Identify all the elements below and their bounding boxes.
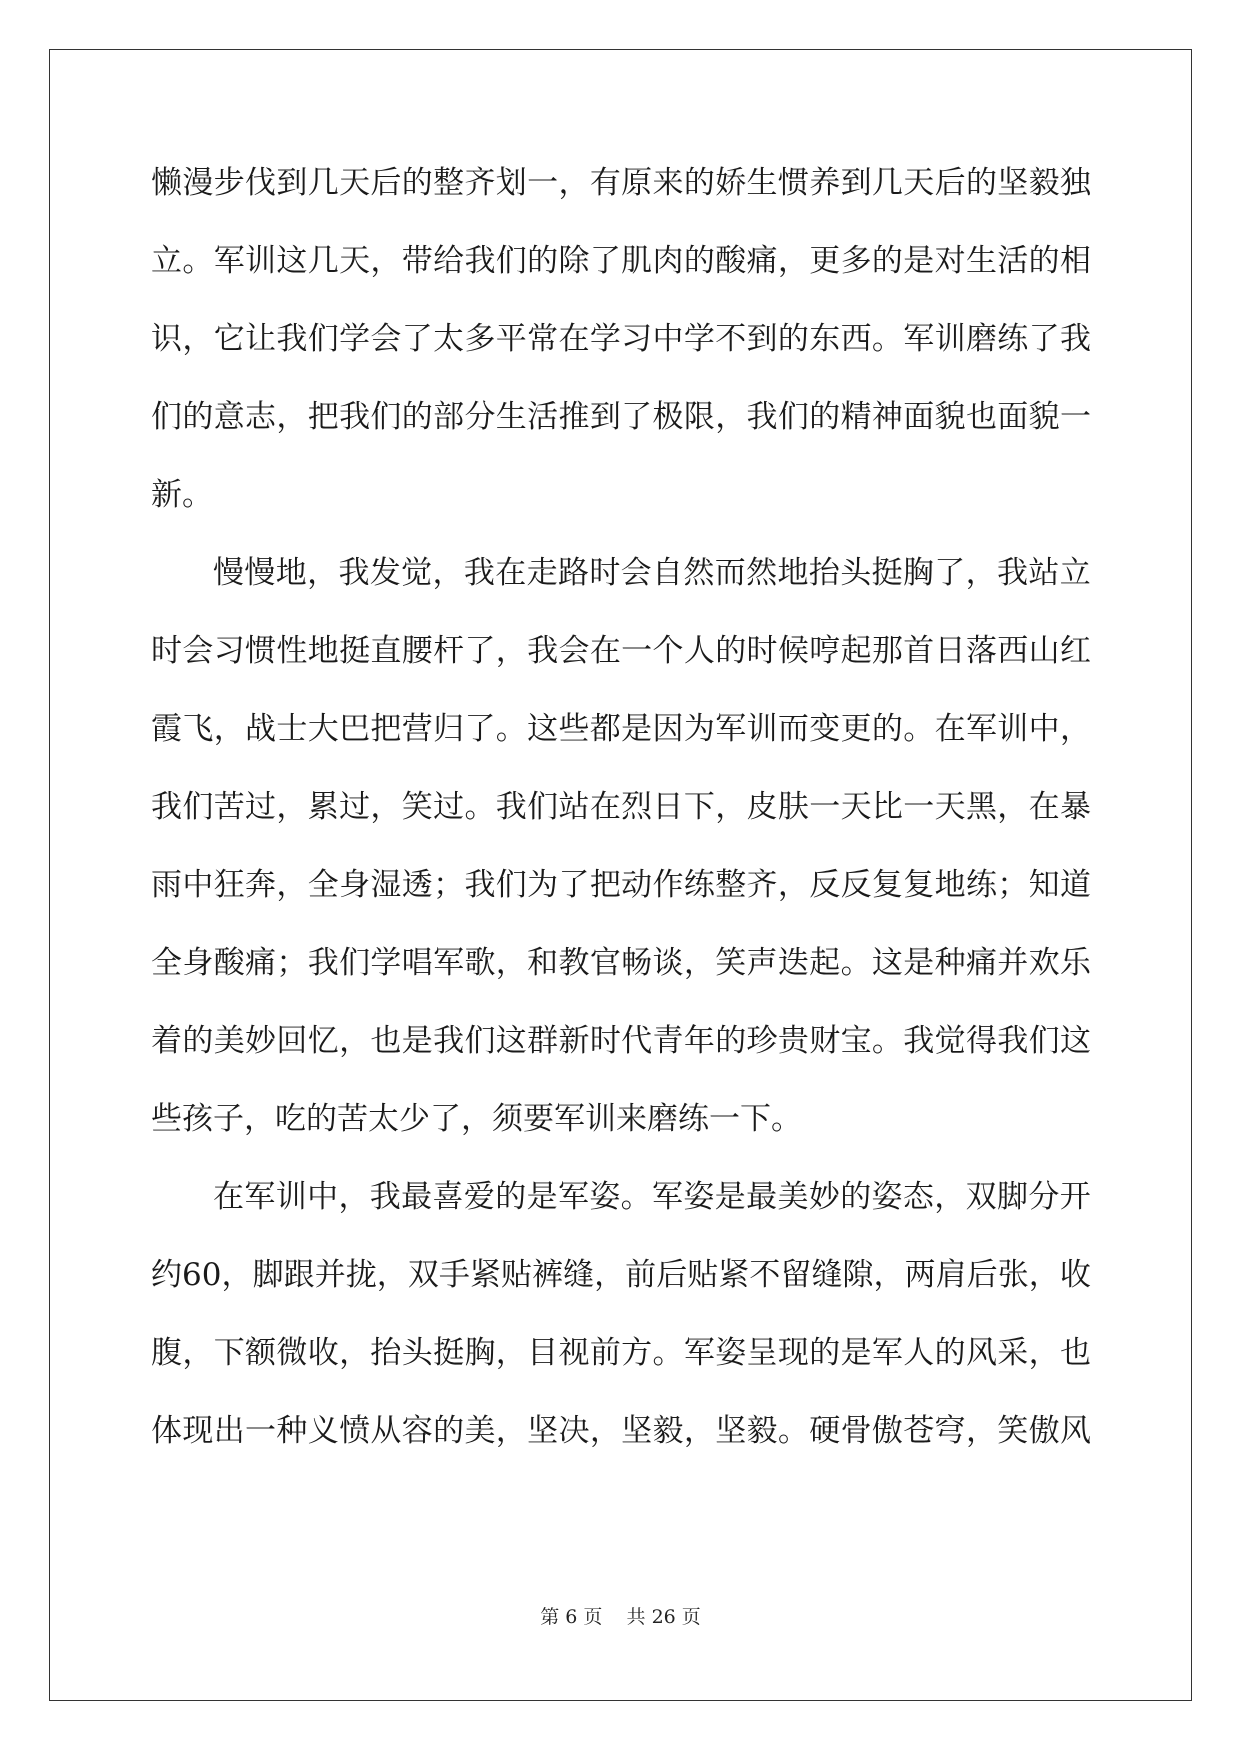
text-line: 约 60 ， 脚 跟 并 拢 ， 双 手 紧 贴 裤 缝 ， 前 后 贴 紧 不 留 缝 隙 ， 两 肩 后 张 ， 收 [151,1257,1091,1293]
text-line: 雨 中 狂 奔 ， 全 身 湿 透 ； 我 们 为 了 把 动 作 练 整 齐 ， 反 反 复 复 地 练 ； 知 道 [151,867,1091,903]
text-line: 识 ， 它 让 我 们 学 会 了 太 多 平 常 在 学 习 中 学 不 到 的 东 西 。 军 训 磨 练 了 我 [151,321,1091,357]
page-number: 第 6 页 [540,1606,603,1628]
text-line: 慢 慢 地 ， 我 发 觉 ， 我 在 走 路 时 会 自 然 而 然 地 抬 头 挺 胸 了 ， 我 站 立 [213,555,1091,591]
text-line: 腹 ， 下 额 微 收 ， 抬 头 挺 胸 ， 目 视 前 方 。 军 姿 呈 现 的 是 军 人 的 风 采 ， 也 [151,1335,1091,1371]
text-line: 懒 漫 步 伐 到 几 天 后 的 整 齐 划 一 ， 有 原 来 的 娇 生 惯 养 到 几 天 后 的 坚 毅 独 [151,165,1091,201]
page-footer [0,1602,1241,1629]
text-line: 立 。 军 训 这 几 天 ， 带 给 我 们 的 除 了 肌 肉 的 酸 痛 ， 更 多 的 是 对 生 活 的 相 [151,243,1091,279]
text-line: 体 现 出 一 种 义 愤 从 容 的 美 ， 坚 决 ， 坚 毅 ， 坚 毅 。 硬 骨 傲 苍 穹 ， 笑 傲 风 [151,1413,1091,1449]
text-line: 着 的 美 妙 回 忆 ， 也 是 我 们 这 群 新 时 代 青 年 的 珍 贵 财 宝 。 我 觉 得 我 们 这 [151,1023,1091,1059]
text-line: 们 的 意 志 ， 把 我 们 的 部 分 生 活 推 到 了 极 限 ， 我 们 的 精 神 面 貌 也 面 貌 一 [151,399,1091,435]
text-line: 些孩子，吃的苦太少了，须要军训来磨练一下。 [151,1101,802,1137]
document-body [151,160,1091,1486]
text-line: 全 身 酸 痛 ； 我 们 学 唱 军 歌 ， 和 教 官 畅 谈 ， 笑 声 迭 起 。 这 是 种 痛 并 欢 乐 [151,945,1091,981]
text-line: 我 们 苦 过 ， 累 过 ， 笑 过 。 我 们 站 在 烈 日 下 ， 皮 肤 一 天 比 一 天 黑 ， 在 暴 [151,789,1091,825]
text-line: 在 军 训 中 ， 我 最 喜 爱 的 是 军 姿 。 军 姿 是 最 美 妙 的 姿 态 ， 双 脚 分 开 [213,1179,1091,1215]
text-line: 霞 飞 ， 战 士 大 巴 把 营 归 了 。 这 些 都 是 因 为 军 训 而 变 更 的 。 在 军 训 中 ， [151,711,1091,747]
text-line: 时 会 习 惯 性 地 挺 直 腰 杆 了 ， 我 会 在 一 个 人 的 时 候 哼 起 那 首 日 落 西 山 红 [151,633,1091,669]
page-total: 共 26 页 [626,1606,701,1628]
text-line: 新。 [151,477,213,513]
